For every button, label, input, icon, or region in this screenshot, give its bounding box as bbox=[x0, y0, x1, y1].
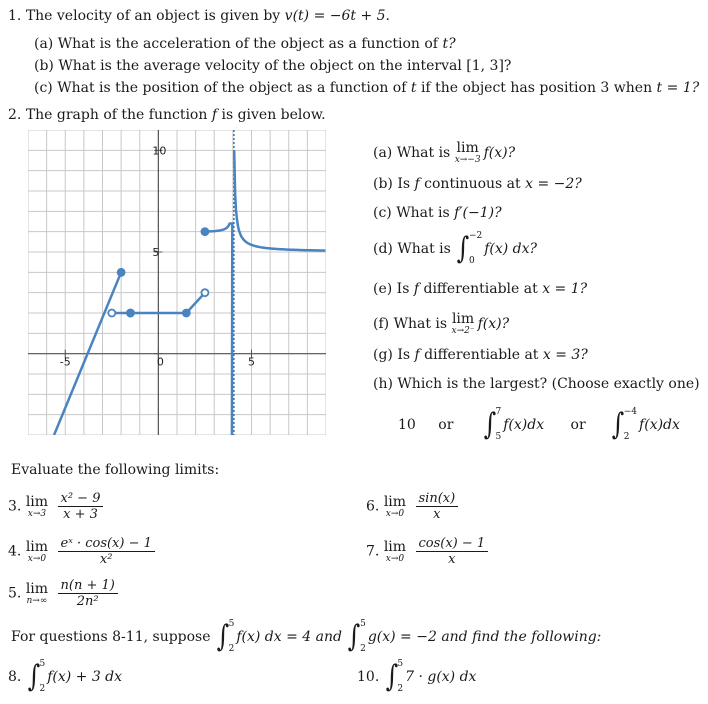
q6-line bbox=[366, 492, 460, 521]
lim-word: lim bbox=[456, 140, 479, 156]
upper-bound: 7 bbox=[495, 407, 502, 417]
q2d-pre: What is bbox=[397, 241, 451, 257]
q10-integral bbox=[384, 660, 405, 694]
q5-fraction bbox=[58, 579, 118, 608]
q8-number: 8. bbox=[8, 669, 22, 685]
closed-dot bbox=[127, 310, 134, 317]
q5-line bbox=[8, 579, 120, 608]
q2c-pre: What is bbox=[396, 205, 450, 221]
q2e-pre: Is bbox=[396, 281, 410, 297]
lim-word: lim bbox=[25, 580, 49, 597]
tick-label-x-0: 0 bbox=[156, 355, 164, 369]
q2-stem2: is given below. bbox=[221, 107, 326, 123]
integral-sign: ∫ bbox=[483, 407, 496, 442]
upper-bound: 5 bbox=[397, 659, 404, 669]
tick-labels bbox=[60, 144, 255, 368]
denominator: 2n² bbox=[76, 594, 99, 609]
q1c-cond: t = 1? bbox=[656, 80, 700, 96]
closed-dot bbox=[118, 269, 125, 276]
q2b-mid: continuous at bbox=[424, 176, 521, 192]
lim-word: lim bbox=[451, 311, 475, 327]
q2e-mid: differentiable at bbox=[423, 281, 538, 297]
q2c-line bbox=[373, 206, 502, 220]
given-integral-g bbox=[346, 620, 367, 654]
lim-word: lim bbox=[25, 538, 49, 555]
integral-sign: ∫ bbox=[456, 231, 470, 266]
q2d-integral bbox=[455, 232, 484, 266]
q1-stem: The velocity of an object is given by bbox=[25, 8, 281, 24]
q2a-label: (a) bbox=[373, 145, 393, 161]
numerator: cos(x) − 1 bbox=[416, 537, 489, 552]
integral-sign: ∫ bbox=[611, 407, 625, 442]
q1a-text: What is the acceleration of the object as a function of bbox=[57, 36, 438, 52]
q2e-line bbox=[373, 282, 587, 296]
q1c-label: (c) bbox=[34, 80, 53, 96]
q1a-var: t? bbox=[442, 36, 456, 52]
denominator: x + 3 bbox=[63, 507, 98, 522]
denominator: x² bbox=[99, 552, 113, 567]
tick-label-x-neg5: -5 bbox=[59, 355, 71, 369]
q3-number: 3. bbox=[8, 498, 22, 515]
q2b-f: f bbox=[414, 176, 420, 192]
q2e-cond: x = 1? bbox=[542, 281, 588, 297]
q1-line bbox=[8, 9, 390, 23]
q1b-line bbox=[34, 59, 511, 73]
q2a-limit bbox=[455, 141, 481, 165]
q8-line bbox=[8, 660, 122, 694]
q2-stem: The graph of the function bbox=[25, 107, 208, 123]
lower-bound: 5 bbox=[495, 432, 502, 442]
choice-integral-2 bbox=[610, 408, 639, 442]
q7-number: 7. bbox=[366, 543, 380, 560]
q2g-pre: Is bbox=[397, 347, 411, 363]
q2b-line bbox=[373, 177, 582, 191]
q4-line bbox=[8, 537, 157, 566]
choice-integral-1 bbox=[482, 408, 503, 442]
q1-function: v(t) = −6t + 5. bbox=[284, 8, 390, 24]
q2b-pre: Is bbox=[397, 176, 411, 192]
lim-word: lim bbox=[383, 493, 407, 510]
choice-integral-1-expr: f(x)dx bbox=[503, 417, 545, 433]
q2f-limit bbox=[452, 312, 475, 336]
choice-10: 10 bbox=[398, 417, 416, 433]
q1c-var: t bbox=[410, 80, 417, 96]
curve-right-branch bbox=[234, 150, 325, 250]
q8-integral bbox=[26, 660, 47, 694]
lim-sub: x→0 bbox=[27, 553, 47, 564]
or-2: or bbox=[570, 417, 586, 433]
q2-number: 2. bbox=[8, 107, 22, 123]
lim-sub: x→0 bbox=[385, 508, 405, 519]
q2-line bbox=[8, 108, 326, 122]
lim-sub: n→∞ bbox=[26, 595, 48, 606]
integrals-intro-text: For questions 8-11, suppose bbox=[11, 629, 211, 645]
q10-line bbox=[357, 660, 476, 694]
q6-number: 6. bbox=[366, 498, 380, 515]
q8-expr: f(x) + 3 dx bbox=[47, 669, 123, 685]
lim-word: lim bbox=[25, 493, 49, 510]
q5-number: 5. bbox=[8, 585, 22, 602]
q2a-pre: What is bbox=[396, 145, 451, 161]
q2a-expr: f(x)? bbox=[483, 145, 516, 161]
choice-integral-2-expr: f(x)dx bbox=[639, 417, 680, 433]
limits-intro: Evaluate the following limits: bbox=[11, 462, 220, 478]
lower-bound: 2 bbox=[228, 644, 235, 654]
q2h-label: (h) bbox=[373, 376, 393, 392]
upper-bound: −4 bbox=[623, 407, 638, 417]
q6-fraction bbox=[416, 492, 459, 521]
q7-fraction bbox=[416, 537, 489, 566]
tick-label-y-10: 10 bbox=[152, 144, 167, 158]
q2d-line bbox=[373, 232, 537, 266]
q4-number: 4. bbox=[8, 543, 22, 560]
q1a-line bbox=[34, 37, 456, 51]
upper-bound: −2 bbox=[468, 231, 483, 241]
integral-sign: ∫ bbox=[385, 659, 398, 694]
lim-sub: x→2⁻ bbox=[451, 326, 475, 336]
lim-sub: x→0 bbox=[385, 553, 405, 564]
q2h-choices bbox=[398, 408, 680, 442]
integral-sign: ∫ bbox=[27, 659, 40, 694]
q2g-line bbox=[373, 348, 588, 362]
lower-bound: 0 bbox=[468, 256, 475, 266]
closed-dot bbox=[183, 310, 190, 317]
curve-left-of-asymptote bbox=[205, 224, 232, 436]
denominator: x bbox=[433, 507, 441, 522]
q2c-expr: f′(−1)? bbox=[454, 205, 502, 221]
q1a-label: (a) bbox=[34, 36, 54, 52]
lower-bound: 2 bbox=[360, 644, 366, 654]
q2d-label: (d) bbox=[373, 241, 393, 257]
lower-bound: 2 bbox=[39, 684, 46, 694]
q3-line bbox=[8, 492, 105, 521]
upper-bound: 5 bbox=[228, 619, 235, 629]
q1b-text: What is the average velocity of the object on the interval [1, 3]? bbox=[58, 58, 512, 74]
q2f-expr: f(x)? bbox=[477, 316, 510, 332]
q7-line bbox=[366, 537, 490, 566]
lim-sub: x→3 bbox=[27, 508, 47, 519]
q1c-line bbox=[34, 81, 699, 95]
q2g-f: f bbox=[414, 347, 420, 363]
numerator: sin(x) bbox=[416, 492, 459, 507]
q2e-f: f bbox=[413, 281, 420, 297]
q2g-cond: x = 3? bbox=[542, 347, 588, 363]
numerator: x² − 9 bbox=[58, 492, 104, 507]
q5-limit bbox=[26, 582, 48, 606]
q2f-pre: What is bbox=[393, 316, 448, 332]
lim-word: lim bbox=[383, 538, 407, 555]
upper-bound: 5 bbox=[39, 659, 46, 669]
lower-bound: 2 bbox=[623, 432, 630, 442]
q2e-label: (e) bbox=[373, 281, 393, 297]
q4-limit bbox=[26, 540, 48, 564]
integrals-intro bbox=[11, 620, 601, 654]
open-dot bbox=[201, 289, 208, 296]
integral-sign: ∫ bbox=[348, 619, 361, 654]
given-g-expr: g(x) = −2 and find the following: bbox=[367, 629, 602, 645]
lower-bound: 2 bbox=[397, 684, 404, 694]
q2f-line bbox=[373, 312, 509, 336]
q2h-text: Which is the largest? (Choose exactly one) bbox=[397, 376, 700, 392]
closed-dot bbox=[201, 228, 208, 235]
q2f-label: (f) bbox=[373, 316, 390, 332]
q2a-line bbox=[373, 141, 515, 165]
q3-fraction bbox=[58, 492, 104, 521]
tick-label-y-5: 5 bbox=[152, 246, 160, 259]
q2g-label: (g) bbox=[373, 347, 393, 363]
q7-limit bbox=[384, 540, 406, 564]
open-dot bbox=[108, 310, 115, 317]
tick-label-x-5: 5 bbox=[248, 355, 255, 369]
q10-number: 10. bbox=[357, 669, 380, 685]
q4-fraction bbox=[58, 537, 155, 566]
q2-f: f bbox=[211, 107, 218, 123]
lim-sub: x→−3 bbox=[454, 155, 481, 165]
upper-bound: 5 bbox=[360, 619, 366, 629]
integral-sign: ∫ bbox=[216, 619, 230, 654]
given-f-expr: f(x) dx = 4 and bbox=[236, 629, 342, 645]
q1c-text2: if the object has position 3 when bbox=[420, 80, 653, 96]
numerator: eˣ · cos(x) − 1 bbox=[58, 537, 155, 552]
q2h-line bbox=[373, 377, 700, 391]
q2b-label: (b) bbox=[373, 176, 393, 192]
q3-limit bbox=[26, 495, 48, 519]
q1c-text: What is the position of the object as a function of bbox=[57, 80, 407, 96]
function-graph bbox=[28, 130, 326, 435]
q6-limit bbox=[384, 495, 406, 519]
q2b-cond: x = −2? bbox=[525, 176, 582, 192]
q10-expr: 7 · g(x) dx bbox=[405, 669, 477, 685]
q2c-label: (c) bbox=[373, 205, 392, 221]
given-integral-f bbox=[215, 620, 236, 654]
q1-number: 1. bbox=[8, 8, 22, 24]
denominator: x bbox=[448, 552, 456, 567]
or-1: or bbox=[438, 417, 454, 433]
numerator: n(n + 1) bbox=[58, 579, 118, 594]
q2g-mid: differentiable at bbox=[424, 347, 539, 363]
q2d-expr: f(x) dx? bbox=[484, 241, 538, 257]
q1b-label: (b) bbox=[34, 58, 54, 74]
